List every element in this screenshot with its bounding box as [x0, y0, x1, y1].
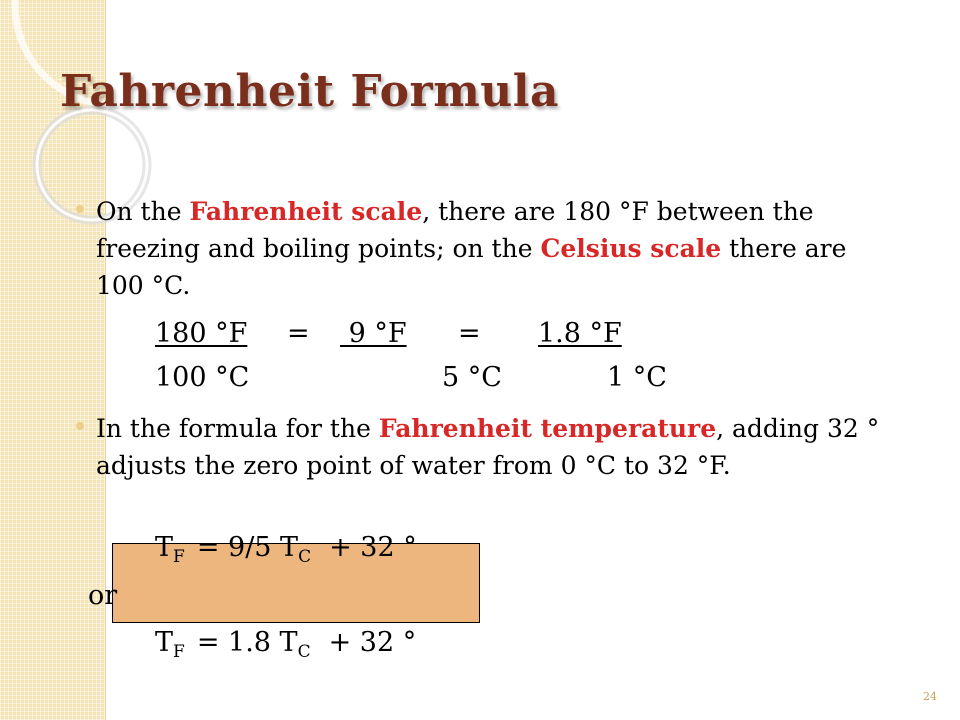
formula1-t: T [155, 532, 174, 563]
fahrenheit-scale-term: Fahrenheit scale [189, 197, 423, 226]
bullet2-text-start: In the formula for the [96, 414, 379, 443]
formula2-t: T [155, 627, 174, 658]
formula2-sub-f: F [173, 642, 185, 662]
ratio-denominator-1c: 1 °C [607, 362, 667, 393]
page-number: 24 [923, 690, 937, 703]
formula1-end: + 32 ° [329, 532, 417, 563]
bullet-fahrenheit-scale [96, 193, 896, 304]
ratio-numerator-1-8f: 1.8 °F [538, 318, 622, 349]
bullet1-text-end: there are 100 °C. [96, 234, 847, 300]
formula2-sub-c: C [297, 642, 311, 662]
bullet2-text-end: , adding 32 ° adjusts the zero point of water from 0 °C to 32 °F. [96, 414, 880, 480]
ratio-denominator-5c: 5 °C [442, 362, 502, 393]
ratio-numerator-9f: 9 °F [340, 318, 407, 349]
formula-fraction [155, 532, 417, 567]
ratio-denominator-100c: 100 °C [155, 362, 250, 393]
formula1-sub-f: F [173, 547, 185, 567]
formula2-end: + 32 ° [328, 627, 417, 658]
bullet1-text-middle: , there are 180 °F between the freezing and boiling points; on the [96, 197, 814, 263]
bullet-dot [76, 205, 84, 213]
formula-decimal [155, 627, 417, 662]
bullet-fahrenheit-temperature [96, 410, 886, 484]
ratio-equals-2: = [458, 318, 481, 349]
ratio-numerator-180f: 180 °F [155, 318, 248, 349]
formula1-sub-c: C [298, 547, 312, 567]
celsius-scale-term: Celsius scale [540, 234, 722, 263]
formula2-middle: = 1.8 T [196, 627, 298, 658]
or-label: or [88, 580, 118, 611]
bullet-dot [76, 422, 84, 430]
slide-title: Fahrenheit Formula [60, 66, 559, 117]
ratio-equals-1: = [287, 318, 310, 349]
bullet1-text-start: On the [96, 197, 190, 226]
formula1-middle: = 9/5 T [196, 532, 299, 563]
fahrenheit-temperature-term: Fahrenheit temperature [378, 414, 717, 443]
